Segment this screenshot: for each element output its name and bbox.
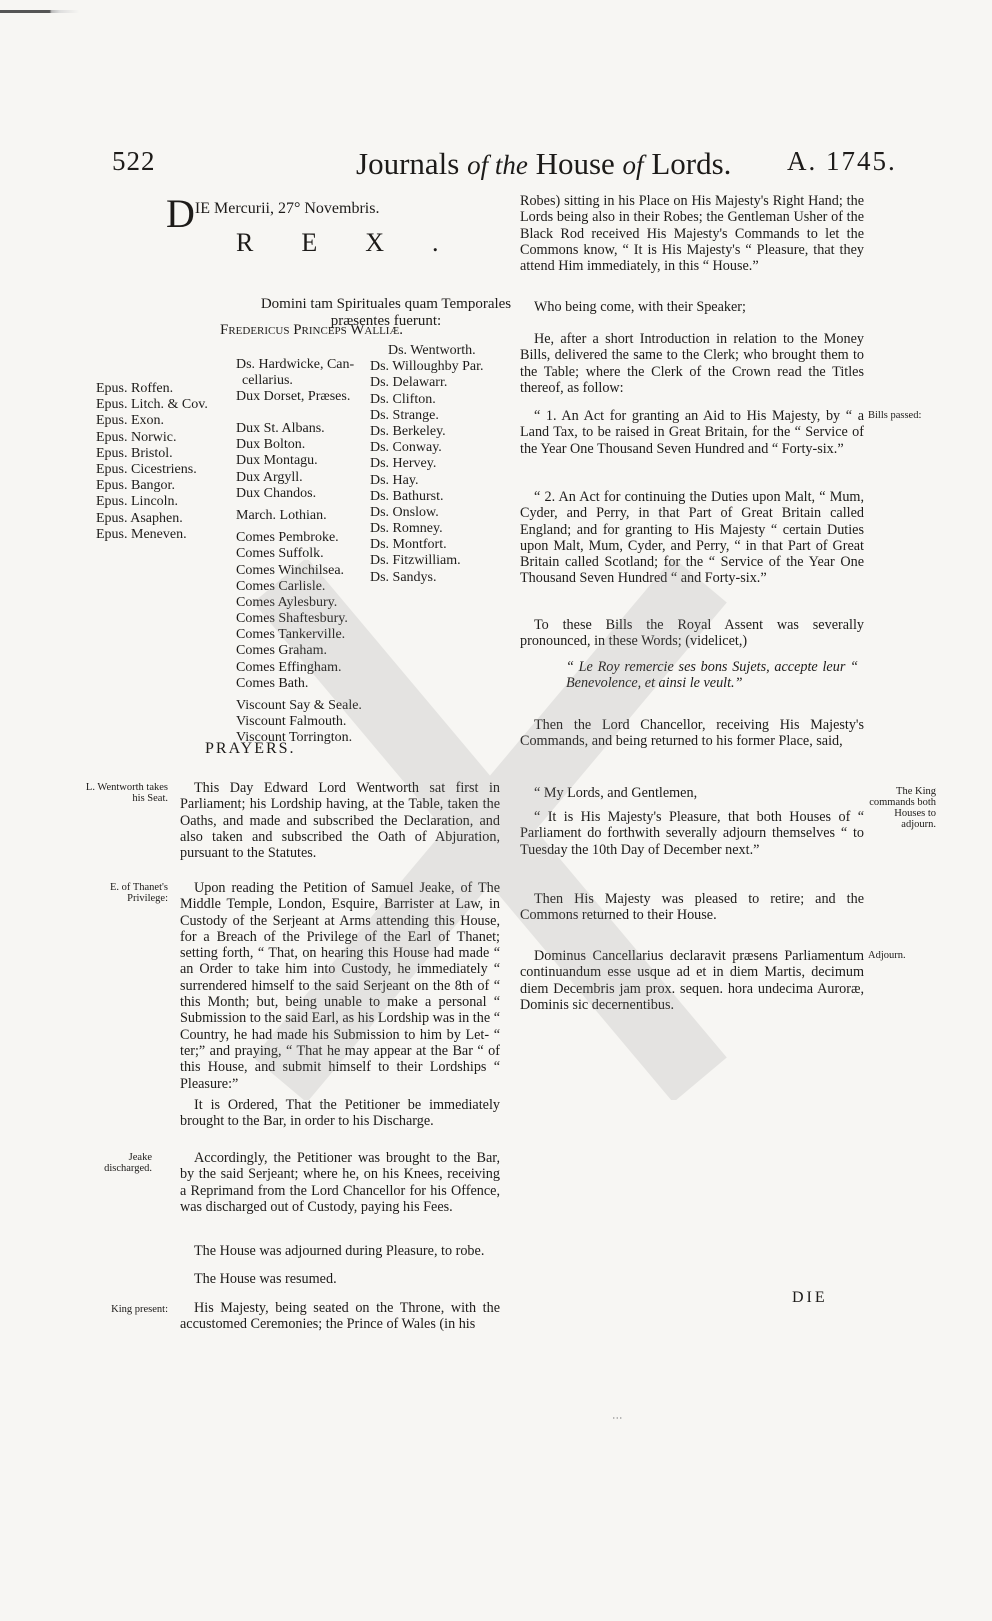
list-item: Epus. Roffen. [96, 381, 174, 396]
list-item: Comes Bath. [236, 675, 309, 691]
paragraph-bill-1: “ 1. An Act for granting an Aid to His Majesty, by “ a Land Tax, to be raised in Great Britain, for the “ Service of the Year One Thousand Seven Hundred and “ Forty-six.” [520, 408, 864, 457]
paragraph-royal-assent: To these Bills the Royal Assent was severally pronounced, in these Words; (videlicet,) [520, 617, 864, 650]
list-item: Epus. Asaphen. [96, 510, 183, 526]
list-item: Ds. Hay. [370, 472, 419, 488]
paragraph-king-present: His Majesty, being seated on the Throne, with the accustomed Ceremonies; the Prince of Wales (in his [180, 1300, 500, 1333]
list-item: Ds. Montfort. [370, 537, 447, 553]
paragraph-accordingly: Accordingly, the Petitioner was brought to the Bar, by the said Serjeant; where he, on his Knees, receiving a Reprimand from the Lord Chancellor for his Offence, was discharged out of Custody, paying his Fees. [180, 1150, 500, 1215]
list-item: Epus. Norwic. [96, 429, 177, 445]
margin-note: Jeake discharged. [104, 1152, 152, 1174]
list-item: Viscount Torrington. [236, 730, 353, 746]
list-item: Ds. Delawarr. [370, 375, 448, 391]
rex-heading: REX. [236, 228, 487, 257]
catchword: DIE [792, 1289, 828, 1306]
margin-note: The King commands both Houses to adjourn. [869, 786, 936, 830]
list-item: Ds. Berkeley. [370, 423, 446, 439]
list-item: Ds. Hardwicke, Can- [236, 357, 355, 372]
margin-note: Bills passed: [868, 410, 922, 421]
paragraph-robes: Robes) sitting in his Place on His Majesty's Right Hand; the Lords being also in their Robes; the Gentleman Usher of the Black Rod received His Majesty's Commands to let the Commons know, “ It is His Majesty's “ Pleasure, that they attend Him immediately, in this “ House.” [520, 193, 864, 275]
list-item: Ds. Strange. [370, 407, 439, 423]
officers-list [236, 357, 354, 406]
paragraph-who: Who being come, with their Speaker; [534, 299, 746, 315]
page-number: 522 [112, 146, 156, 176]
list-item: Comes Suffolk. [236, 546, 324, 562]
list-item: Viscount Say & Seale. [236, 698, 362, 713]
paragraph-bill-2: “ 2. An Act for continuing the Duties upon Malt, “ Mum, Cyder, and Perry, in that Part of Great Britain called England; and for granting to His Majesty “ certain Duties upon Malt, Mum, Cyder, and Perry, “ in that Part of Great Britain called Scotland; for the “ Service of the Year One Thousand Seven Hundred “ and Forty-six.” [520, 489, 864, 587]
list-item: Dux St. Albans. [236, 421, 325, 436]
list-item: Comes Graham. [236, 643, 327, 659]
paragraph-my-lords: “ My Lords, and Gentlemen, [534, 785, 698, 801]
list-item: Epus. Exon. [96, 413, 165, 429]
paragraph-he: He, after a short Introduction in relation to the Money Bills, delivered the same to the Clerk; who brought them to the Table; where the Clerk of the Crown read the Titles thereof, as follow: [520, 331, 864, 396]
list-item: Epus. Cicestriens. [96, 461, 197, 477]
margin-note: Adjourn. [868, 950, 906, 961]
list-item: Epus. Meneven. [96, 526, 187, 542]
list-item: Epus. Lincoln. [96, 494, 179, 510]
bishops-list [96, 381, 208, 543]
margin-note: King present: [111, 1304, 168, 1315]
list-item: Ds. Clifton. [370, 391, 436, 407]
page-year: A. 1745. [787, 146, 897, 176]
margin-note: E. of Thanet's Privilege: [110, 882, 168, 904]
paragraph-adjourned: The House was adjourned during Pleasure, to robe. [194, 1243, 485, 1259]
paragraph-resumed: The House was resumed. [194, 1271, 337, 1287]
drop-cap: D [166, 191, 195, 236]
list-item: Comes Shaftesbury. [236, 611, 348, 627]
list-item: Comes Carlisle. [236, 578, 326, 594]
list-item: Comes Aylesbury. [236, 594, 338, 610]
ink-speck: ‧‧‧ [612, 1413, 623, 1425]
list-item: Ds. Bathurst. [370, 488, 444, 504]
list-item: Dux Dorset, Præses. [236, 389, 351, 405]
list-item: Ds. Wentworth. [388, 343, 476, 358]
peers-list [236, 421, 362, 747]
date-heading: DIE Mercurii, 27° Novembris. [166, 191, 380, 236]
margin-note: L. Wentworth takes his Seat. [85, 782, 168, 804]
paragraph-ordered: It is Ordered, That the Petitioner be immediately brought to the Bar, in order to his Discharge. [180, 1097, 500, 1130]
list-item: Ds. Willoughby Par. [370, 359, 484, 375]
running-title: Journals of the House of Lords. [356, 146, 732, 181]
paragraph-pleasure: “ It is His Majesty's Pleasure, that both Houses of “ Parliament do forthwith severally adjourn themselves “ to Tuesday the 10th Day of December next.” [520, 809, 864, 858]
list-item: Viscount Falmouth. [236, 714, 347, 730]
list-item: Dux Bolton. [236, 437, 306, 453]
list-item: Dux Montagu. [236, 453, 318, 469]
list-item: Ds. Conway. [370, 440, 442, 456]
list-item: Epus. Bristol. [96, 445, 173, 461]
list-item: Comes Pembroke. [236, 530, 339, 546]
paragraph-retire: Then His Majesty was pleased to retire; and the Commons returned to their House. [520, 891, 864, 924]
prince-entry: Fredericus Princeps Walliæ. [220, 322, 404, 338]
list-item: Comes Effingham. [236, 659, 342, 675]
paragraph-thanet: Upon reading the Petition of Samuel Jeake, of The Middle Temple, London, Esquire, Barrister at Law, in Custody of the Serjeant at Arms attending this House, for a Breach of the Privilege of the Earl of Thanet; setting forth, “ That, on hearing this House had made “ an Order to take him into Custody, he immediately “ surrendered himself to the said Serjeant on the 8th of “ this Month; but, being unable to make a personal “ Submission to the said Earl, as his Lordship was in the “ Country, he had made his Submission to him by Let- “ ter;” and praying, “ That he may appear at the Bar “ of this House, and submit himself to their Lordships “ Pleasure:” [180, 880, 500, 1092]
top-rule [0, 10, 992, 13]
list-item: Ds. Fitzwilliam. [370, 553, 461, 569]
list-item: Comes Tankerville. [236, 627, 346, 643]
list-item: Ds. Sandys. [370, 569, 437, 585]
prayers-heading: PRAYERS. [205, 740, 296, 757]
list-item: Dux Chandos. [236, 485, 317, 501]
paragraph-dominus: Dominus Cancellarius declaravit præsens Parliamentum continuandum esse usque ad et in diem Martis, decimum diem Decembris jam prox. sequen. hora undecima Auroræ, Dominis sic decernentibus. [520, 948, 864, 1013]
list-item: Epus. Litch. & Cov. [96, 397, 208, 413]
paragraph-then-chancellor: Then the Lord Chancellor, receiving His Majesty's Commands, and being returned to his former Place, said, [520, 717, 864, 750]
paragraph-wentworth: This Day Edward Lord Wentworth sat first in Parliament; his Lordship having, at the Table, taken the Oaths, and made and subscribed the Declaration, and also taken and subscribed the Oath of Abjuration, pursuant to the Statutes. [180, 780, 500, 862]
list-item: March. Lothian. [236, 507, 327, 523]
attendance-heading: Domini tam Spirituales quam Temporales præsentes fuerunt: [260, 296, 512, 329]
list-item: Dux Argyll. [236, 469, 303, 485]
list-item: Comes Winchilsea. [236, 562, 345, 578]
list-item: Ds. Hervey. [370, 456, 437, 472]
list-item: Ds. Romney. [370, 521, 443, 537]
list-item: Epus. Bangor. [96, 478, 175, 494]
list-item: Ds. Onslow. [370, 504, 439, 520]
paragraph-le-roy: “ Le Roy remercie ses bons Sujets, accepte leur “ Benevolence, et ainsi le veult.” [566, 659, 858, 692]
list-item: cellarius. [242, 373, 293, 389]
barons-list [370, 343, 484, 586]
